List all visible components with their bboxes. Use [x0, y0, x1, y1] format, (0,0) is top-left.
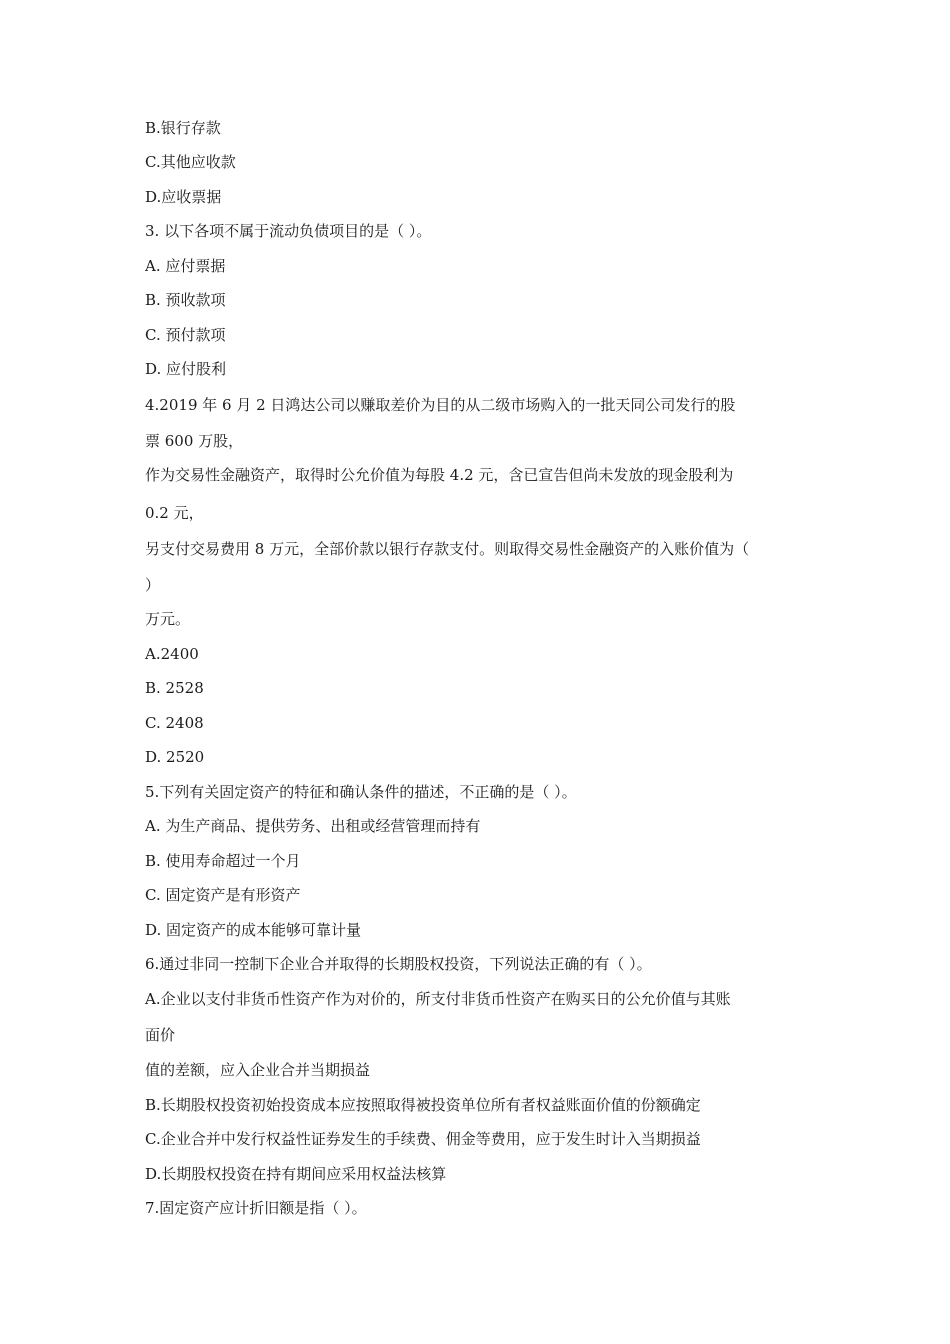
text-line: B. 使用寿命超过一个月 — [145, 852, 301, 870]
text-line: ） — [145, 576, 161, 594]
text-line: D.应收票据 — [145, 188, 222, 206]
text-line: 另支付交易费用 8 万元，全部价款以银行存款支付。则取得交易性金融资产的入账价值为（ — [145, 540, 750, 558]
text-line: C.企业合并中发行权益性证券发生的手续费、佣金等费用，应于发生时计入当期损益 — [145, 1130, 701, 1148]
text-line: 值的差额，应入企业合并当期损益 — [145, 1061, 371, 1079]
text-line: B. 2528 — [145, 679, 204, 697]
text-line: A.企业以支付非货币性资产作为对价的，所支付非货币性资产在购买日的公允价值与其账 — [145, 990, 731, 1008]
text-line: D. 应付股利 — [145, 360, 227, 378]
question-5: 5.下列有关固定资产的特征和确认条件的描述，不正确的是（ ）。 — [145, 783, 577, 801]
text-line: C. 2408 — [145, 714, 204, 732]
text-line: B.银行存款 — [145, 119, 221, 137]
text-line: C. 预付款项 — [145, 326, 226, 344]
text-line: A. 应付票据 — [145, 257, 226, 275]
text-line: A. 为生产商品、提供劳务、出租或经营管理而持有 — [145, 817, 481, 835]
question-3: 3. 以下各项不属于流动负债项目的是（ ）。 — [145, 222, 432, 240]
text-line: C.其他应收款 — [145, 153, 236, 171]
text-line: 面价 — [145, 1026, 176, 1044]
question-6: 6.通过非同一控制下企业合并取得的长期股权投资，下列说法正确的有（ ）。 — [145, 955, 652, 973]
text-line: D. 2520 — [145, 748, 205, 766]
text-line: C. 固定资产是有形资产 — [145, 886, 301, 904]
text-line: A.2400 — [145, 645, 199, 663]
question-4: 4.2019 年 6 月 2 日鸿达公司以赚取差价为目的从二级市场购入的一批天同公司发行的股 — [145, 396, 736, 414]
text-line: D.长期股权投资在持有期间应采用权益法核算 — [145, 1165, 447, 1183]
text-line: 万元。 — [145, 610, 191, 628]
text-line: 作为交易性金融资产，取得时公允价值为每股 4.2 元，含已宣告但尚未发放的现金股利为 — [145, 466, 734, 484]
question-7: 7.固定资产应计折旧额是指（ ）。 — [145, 1199, 367, 1217]
text-line: 票 600 万股， — [145, 432, 244, 450]
text-line: B. 预收款项 — [145, 291, 226, 309]
text-line: D. 固定资产的成本能够可靠计量 — [145, 921, 362, 939]
text-line: 0.2 元， — [145, 504, 204, 522]
text-line: B.长期股权投资初始投资成本应按照取得被投资单位所有者权益账面价值的份额确定 — [145, 1096, 701, 1114]
